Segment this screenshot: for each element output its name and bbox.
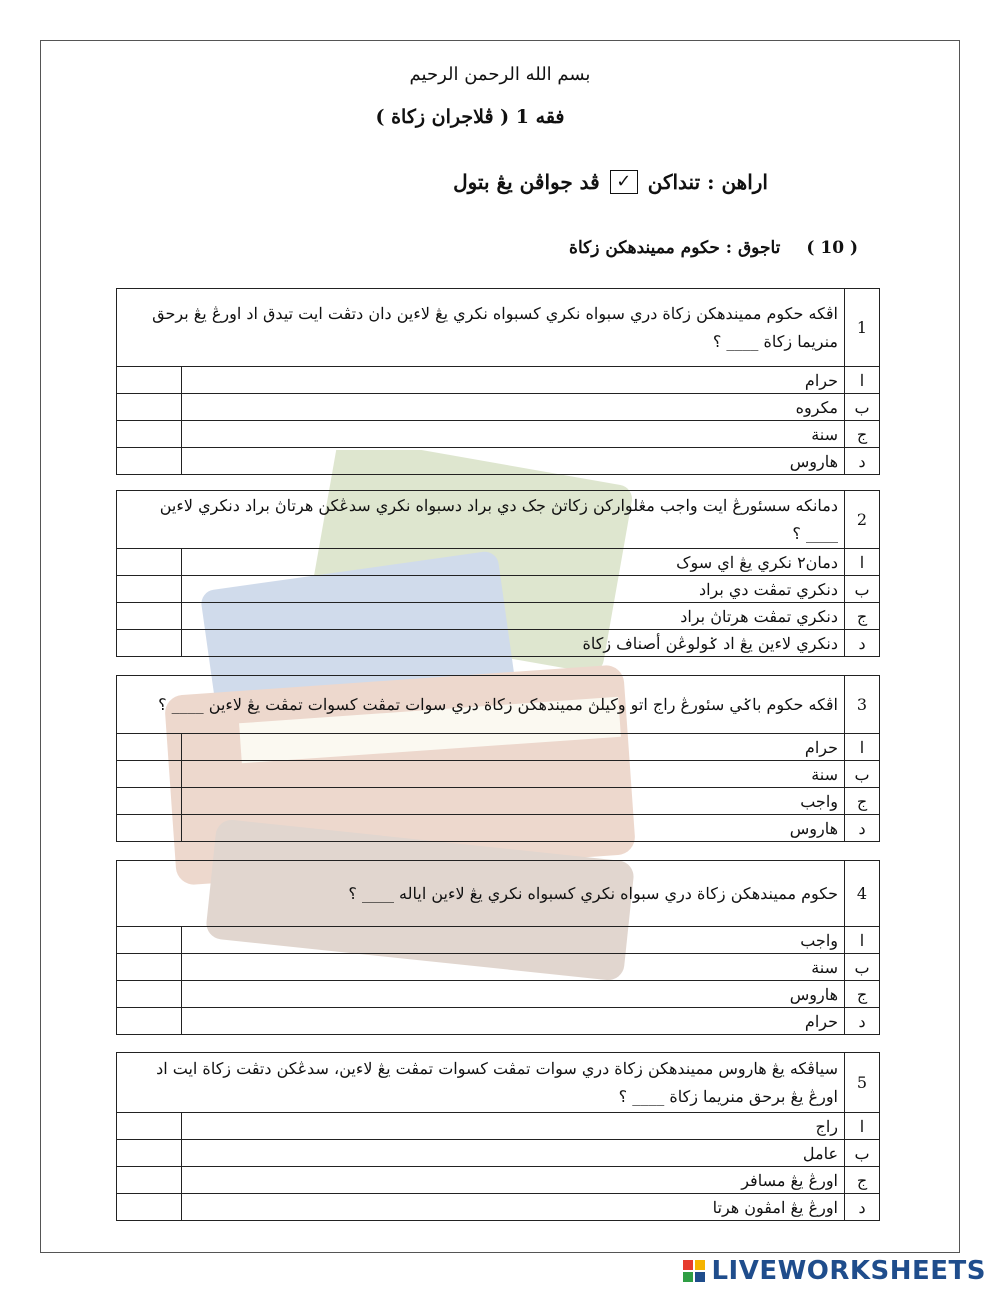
question-table-1 [116,288,880,475]
answer-cell[interactable] [117,1113,182,1140]
instruction-text-end: ڤد جواڤن يڠ بتول [453,170,600,194]
topic-title: تاجوق : حکوم مميندهكن زكاة [569,238,781,258]
instruction-line [453,170,768,194]
option-text: اورڠ يڠ مسافر [182,1167,845,1194]
answer-cell[interactable] [117,927,182,954]
option-text: سنة [182,761,845,788]
answer-cell[interactable] [117,981,182,1008]
worksheet-title: فقه 1 ( ڤلاجران زكاة ) [375,106,565,128]
question-table-5 [116,1052,880,1221]
option-letter: ب [845,954,880,981]
question-text: اڤكه حكوم مميندهكن زكاة دري سبواه نکري كسبواه نکري يڠ لاءين دان دتڤت ايت تيدق اد اورڠ يڠ برحق منريما زكاة ____ ؟ [117,289,845,367]
answer-cell[interactable] [117,734,182,761]
question-text: حكوم مميندهكن زكاة دري سبواه نکري كسبواه نکري يڠ لاءين اياله ____ ؟ [117,861,845,927]
bismillah-heading: بسم الله الرحمن الرحيم [409,64,591,85]
option-letter: ا [845,1113,880,1140]
option-text: دمان٢ نکري يڠ اي سوک [182,549,845,576]
answer-cell[interactable] [117,549,182,576]
answer-cell[interactable] [117,603,182,630]
logo-grid-icon [683,1260,705,1282]
answer-cell[interactable] [117,448,182,475]
option-letter: ب [845,576,880,603]
option-letter: ج [845,421,880,448]
answer-cell[interactable] [117,954,182,981]
question-text: سياڤكه يڠ هاروس مميندهكن زكاة دري سوات تمڤت كسوات تمڤت يڠ لاءين، سدڠکن دتڤت زكاة ايت اد اورڠ يڠ برحق منريما زكاة ____ ؟ [117,1053,845,1113]
option-letter: د [845,1008,880,1035]
option-letter: ا [845,367,880,394]
option-letter: ج [845,603,880,630]
option-text: راج [182,1113,845,1140]
topic-marks: ( 10 ) [806,238,858,258]
option-letter: ج [845,788,880,815]
option-text: دنکري لاءين يڠ اد ݢولوڠن أصناف زكاة [182,630,845,657]
option-text: حرام [182,1008,845,1035]
option-text: واجب [182,927,845,954]
option-letter: ب [845,394,880,421]
question-table-2 [116,490,880,657]
answer-cell[interactable] [117,1008,182,1035]
question-number: 5 [845,1053,880,1113]
option-text: سنة [182,954,845,981]
option-text: دنکري تمڤت هرتاڽ براد [182,603,845,630]
option-text: مكروه [182,394,845,421]
option-letter: د [845,448,880,475]
instruction-text-start: اراهن : تنداکن [647,170,768,194]
answer-cell[interactable] [117,788,182,815]
option-letter: ب [845,761,880,788]
topic-line [569,238,858,258]
option-text: حرام [182,367,845,394]
logo-text: LIVEWORKSHEETS [711,1256,986,1286]
option-text: هاروس [182,448,845,475]
answer-cell[interactable] [117,1194,182,1221]
liveworksheets-logo [683,1256,986,1286]
answer-cell[interactable] [117,576,182,603]
question-table-3 [116,675,880,842]
answer-cell[interactable] [117,630,182,657]
question-text: دمانكه سسئورڠ ايت واجب مڠلواركن زكاتڽ جک دي براد دسبواه نکري سدڠکن هرتاڽ براد دنکري لاءين ____ ؟ [117,491,845,549]
answer-cell[interactable] [117,394,182,421]
question-number: 4 [845,861,880,927]
option-text: هاروس [182,815,845,842]
question-text: اڤكه حكوم باݢي سئورڠ راج اتو وكيلڽ مميندهكن زكاة دري سوات تمڤت كسوات تمڤت يڠ لاءين ____ ؟ [117,676,845,734]
option-letter: ا [845,927,880,954]
question-number: 2 [845,491,880,549]
option-text: هاروس [182,981,845,1008]
option-letter: د [845,630,880,657]
question-table-4 [116,860,880,1035]
answer-cell[interactable] [117,367,182,394]
answer-cell[interactable] [117,815,182,842]
option-letter: ب [845,1140,880,1167]
answer-cell[interactable] [117,1167,182,1194]
option-letter: ج [845,981,880,1008]
checkmark-icon: ✓ [610,170,638,194]
option-letter: ج [845,1167,880,1194]
answer-cell[interactable] [117,1140,182,1167]
option-text: اورڠ يڠ امڤون هرتا [182,1194,845,1221]
question-number: 3 [845,676,880,734]
option-text: سنة [182,421,845,448]
option-letter: د [845,1194,880,1221]
option-text: واجب [182,788,845,815]
answer-cell[interactable] [117,421,182,448]
option-text: حرام [182,734,845,761]
answer-cell[interactable] [117,761,182,788]
question-number: 1 [845,289,880,367]
option-text: دنکري تمڤت دي براد [182,576,845,603]
option-letter: ا [845,549,880,576]
option-letter: د [845,815,880,842]
option-letter: ا [845,734,880,761]
option-text: عامل [182,1140,845,1167]
